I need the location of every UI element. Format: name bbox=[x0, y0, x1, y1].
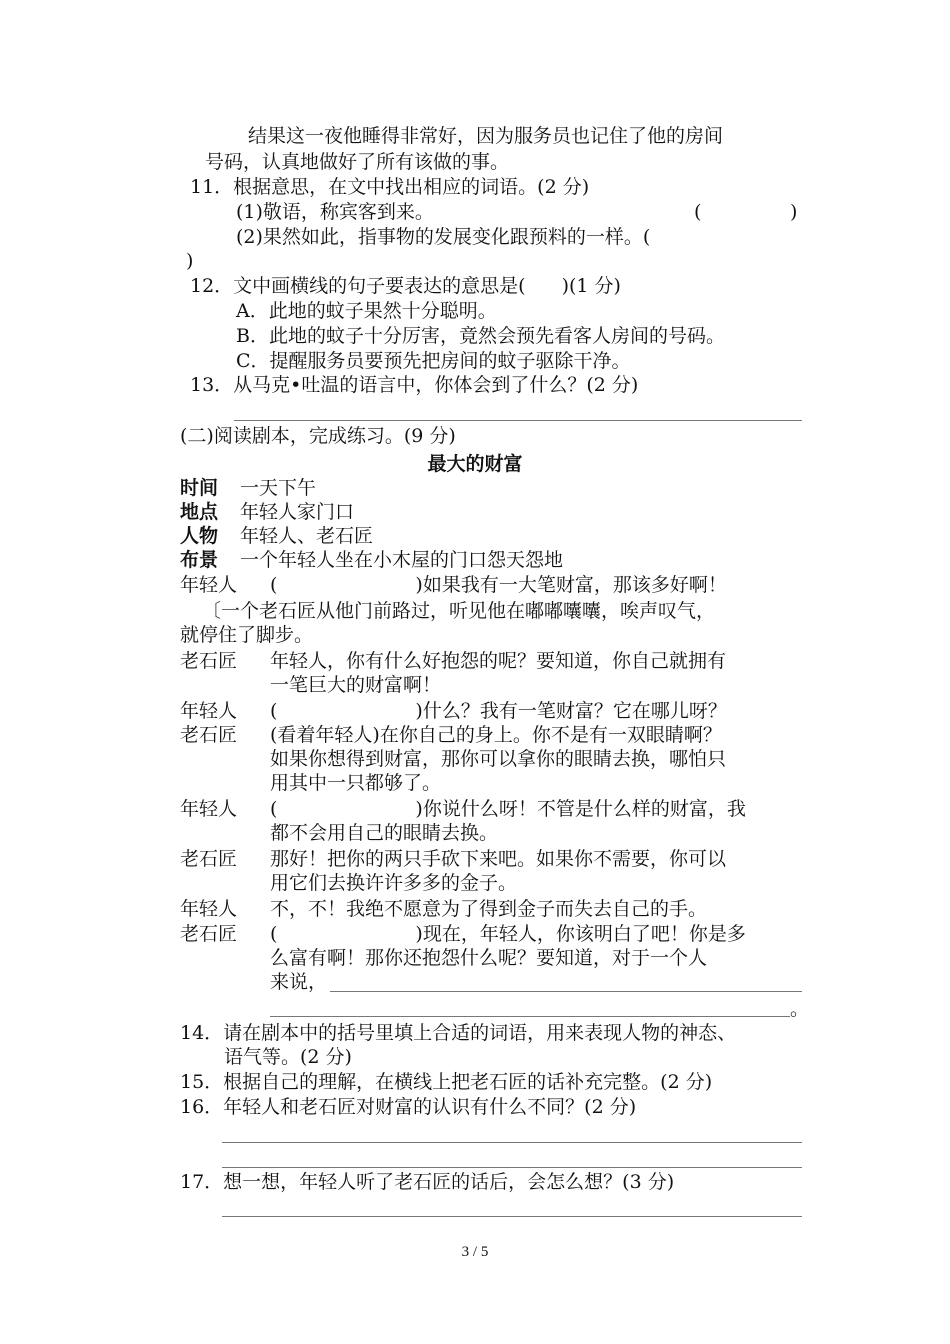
blank-paren-open: ( bbox=[270, 798, 278, 820]
question-13-stem: 13．从马克•吐温的语言中，你体会到了什么？(2 分) bbox=[190, 374, 639, 396]
dialogue-text: 用其中一只都够了。 bbox=[270, 772, 442, 794]
speaker-young: 年轻人 bbox=[180, 700, 238, 722]
question-11-stem: 11．根据意思，在文中找出相应的词语。(2 分) bbox=[190, 176, 590, 198]
question-12-stem-b: )(1 分) bbox=[561, 275, 621, 297]
question-11-item-1: (1)敬语，称宾客到来。 bbox=[236, 201, 434, 223]
question-14-line-1: 14．请在剧本中的括号里填上合适的词语，用来表现人物的神态、 bbox=[180, 1022, 737, 1044]
dialogue-text: )现在，年轻人，你该明白了吧！你是多 bbox=[415, 923, 746, 945]
dialogue-text: 如果你想得到财富，那你可以拿你的眼睛去换，哪怕只 bbox=[270, 748, 727, 770]
question-15-stem: 15．根据自己的理解，在横线上把老石匠的话补充完整。(2 分) bbox=[180, 1071, 713, 1093]
answer-paren-close: ) bbox=[790, 201, 798, 223]
question-16-stem: 16．年轻人和老石匠对财富的认识有什么不同？(2 分) bbox=[180, 1096, 637, 1118]
speaker-young: 年轻人 bbox=[180, 574, 238, 596]
page-number: 3 / 5 bbox=[461, 1244, 489, 1260]
dialogue-line bbox=[270, 797, 746, 821]
dialogue-text: 那好！把你的两只手砍下来吧。如果你不需要，你可以 bbox=[270, 848, 727, 870]
blank-paren-open: ( bbox=[270, 923, 278, 945]
meta-value: 年轻人家门口 bbox=[240, 501, 355, 523]
meta-label: 人物 bbox=[180, 525, 219, 547]
question-12-stem-a: 12．文中画横线的句子要表达的意思是( bbox=[190, 275, 526, 297]
meta-place bbox=[180, 500, 354, 524]
dialogue-text: 一笔巨大的财富啊！ bbox=[270, 674, 442, 696]
dialogue-text: 年轻人，你有什么好抱怨的呢？要知道，你自己就拥有 bbox=[270, 650, 727, 672]
story-line-2: 号码，认真地做好了所有该做的事。 bbox=[205, 151, 510, 173]
meta-label: 布景 bbox=[180, 549, 219, 571]
speaker-old: 老石匠 bbox=[180, 848, 238, 870]
answer-line bbox=[222, 1167, 802, 1168]
fill-in-line bbox=[330, 991, 802, 992]
question-12-stem bbox=[190, 274, 621, 298]
dialogue-text: )什么？我有一笔财富？它在哪儿呀？ bbox=[415, 700, 727, 722]
dialogue-line bbox=[270, 922, 746, 946]
speaker-old: 老石匠 bbox=[180, 724, 238, 746]
meta-value: 一个年轻人坐在小木屋的门口怨天怨地 bbox=[240, 549, 564, 571]
answer-paren-close: ) bbox=[186, 250, 194, 272]
section-heading: (二)阅读剧本，完成练习。(9 分) bbox=[180, 425, 456, 447]
dialogue-line bbox=[270, 573, 727, 597]
speaker-old: 老石匠 bbox=[180, 923, 238, 945]
story-line-1: 结果这一夜他睡得非常好，因为服务员也记住了他的房间 bbox=[248, 125, 724, 147]
question-11-item-2: (2)果然如此，指事物的发展变化跟预料的一样。( bbox=[236, 226, 651, 248]
meta-setting bbox=[180, 548, 563, 572]
meta-label: 时间 bbox=[180, 477, 219, 499]
stage-direction-cont: 就停住了脚步。 bbox=[180, 624, 314, 646]
question-17-stem: 17．想一想，年轻人听了老石匠的话后，会怎么想？(3 分) bbox=[180, 1171, 675, 1193]
option-a: A．此地的蚊子果然十分聪明。 bbox=[236, 300, 497, 322]
option-c: C．提醒服务员要预先把房间的蚊子驱除干净。 bbox=[236, 350, 631, 372]
option-b: B．此地的蚊子十分厉害，竟然会预先看客人房间的号码。 bbox=[236, 325, 725, 347]
dialogue-text: (看着年轻人)在你自己的身上。你不是有一双眼睛啊？ bbox=[270, 724, 722, 746]
meta-value: 年轻人、老石匠 bbox=[240, 525, 374, 547]
answer-line bbox=[222, 1216, 802, 1217]
dialogue-text: )你说什么呀！不管是什么样的财富，我 bbox=[415, 798, 746, 820]
blank-paren-open: ( bbox=[270, 574, 278, 596]
script-title: 最大的财富 bbox=[427, 453, 523, 475]
answer-line bbox=[222, 1142, 802, 1143]
fill-in-line bbox=[270, 1016, 790, 1017]
dialogue-text: )如果我有一大笔财富，那该多好啊！ bbox=[415, 574, 727, 596]
meta-time bbox=[180, 476, 316, 500]
end-mark: 。 bbox=[790, 998, 810, 1020]
speaker-old: 老石匠 bbox=[180, 650, 238, 672]
dialogue-text: 用它们去换许许多多的金子。 bbox=[270, 872, 518, 894]
meta-label: 地点 bbox=[180, 501, 219, 523]
answer-paren-open: ( bbox=[694, 201, 702, 223]
question-14-line-2: 语气等。(2 分) bbox=[224, 1046, 352, 1068]
dialogue-text: 都不会用自己的眼睛去换。 bbox=[270, 822, 499, 844]
meta-characters bbox=[180, 524, 373, 548]
dialogue-text: 么富有啊！那你还抱怨什么呢？要知道，对于一个人 bbox=[270, 947, 708, 969]
speaker-young: 年轻人 bbox=[180, 898, 238, 920]
answer-line bbox=[234, 420, 802, 421]
meta-value: 一天下午 bbox=[240, 477, 317, 499]
dialogue-text: 不，不！我绝不愿意为了得到金子而失去自己的手。 bbox=[270, 898, 708, 920]
dialogue-text: 来说， bbox=[270, 971, 328, 993]
speaker-young: 年轻人 bbox=[180, 798, 238, 820]
dialogue-line bbox=[270, 699, 727, 723]
blank-paren-open: ( bbox=[270, 700, 278, 722]
stage-direction: 〔一个老石匠从他门前路过，听见他在嘟嘟囔囔，唉声叹气， bbox=[202, 600, 716, 622]
